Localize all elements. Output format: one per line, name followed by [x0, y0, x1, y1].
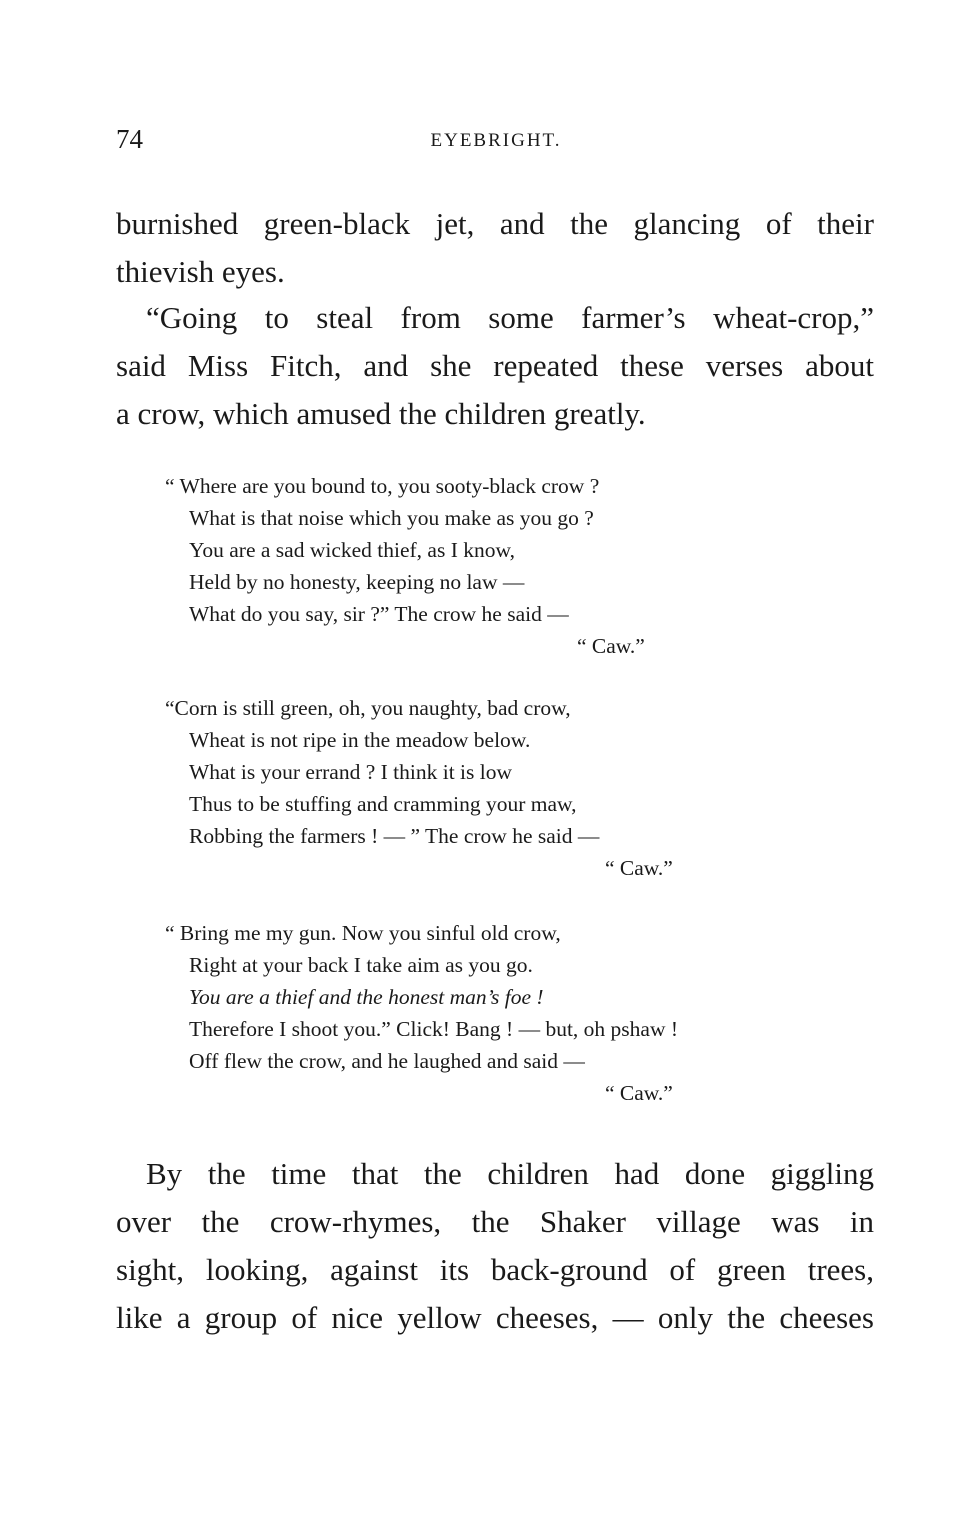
paragraph-continuation: [116, 200, 874, 296]
text-line: By the time that the children had done giggling: [146, 1156, 874, 1191]
text-line: thievish eyes.: [116, 254, 285, 289]
text-line: over the crow-rhymes, the Shaker village was in: [116, 1204, 874, 1239]
poem-line: “ Where are you bound to, you sooty-black crow ?: [165, 474, 600, 498]
text-line: “Going to steal from some farmer’s wheat-crop,”: [146, 300, 874, 335]
page-number: 74: [116, 124, 143, 154]
poem-line: Wheat is not ripe in the meadow below.: [189, 728, 531, 752]
paragraph-closing: [116, 1150, 874, 1342]
poem-line: Therefore I shoot you.” Click! Bang ! — but, oh pshaw !: [189, 1017, 679, 1041]
poem-line: Off flew the crow, and he laughed and said —: [189, 1049, 585, 1073]
text-line: burnished green-black jet, and the glancing of their: [116, 206, 874, 241]
poem-line: What is that noise which you make as you go ?: [189, 506, 594, 530]
text-line: like a group of nice yellow cheeses, — only the cheeses: [116, 1300, 874, 1335]
text-line: a crow, which amused the children greatly.: [116, 396, 646, 431]
paragraph-intro: [116, 294, 874, 438]
poem-line: You are a sad wicked thief, as I know,: [189, 538, 516, 562]
text-line: said Miss Fitch, and she repeated these verses about: [116, 348, 874, 383]
poem-line: Thus to be stuffing and cramming your maw,: [189, 792, 577, 816]
poem-line: What is your errand ? I think it is low: [189, 760, 513, 784]
poem-line: What do you say, sir ?” The crow he said —: [189, 602, 569, 626]
running-title: EYEBRIGHT.: [430, 130, 562, 151]
poem-line: Held by no honesty, keeping no law —: [189, 570, 525, 594]
poem-line: [189, 981, 544, 1013]
poem-line: Right at your back I take aim as you go.: [189, 953, 533, 977]
poem-line: “Corn is still green, oh, you naughty, bad crow,: [165, 696, 571, 720]
poem-refrain: “ Caw.”: [577, 634, 645, 658]
italic-line: You are a thief and the honest man’s foe !: [189, 985, 544, 1009]
poem-refrain: “ Caw.”: [605, 1081, 673, 1105]
poem-refrain: “ Caw.”: [605, 856, 673, 880]
poem-line: “ Bring me my gun. Now you sinful old crow,: [165, 921, 561, 945]
page-header: [116, 124, 876, 164]
poem-line: Robbing the farmers ! — ” The crow he said —: [189, 824, 600, 848]
text-line: sight, looking, against its back-ground of green trees,: [116, 1252, 874, 1287]
